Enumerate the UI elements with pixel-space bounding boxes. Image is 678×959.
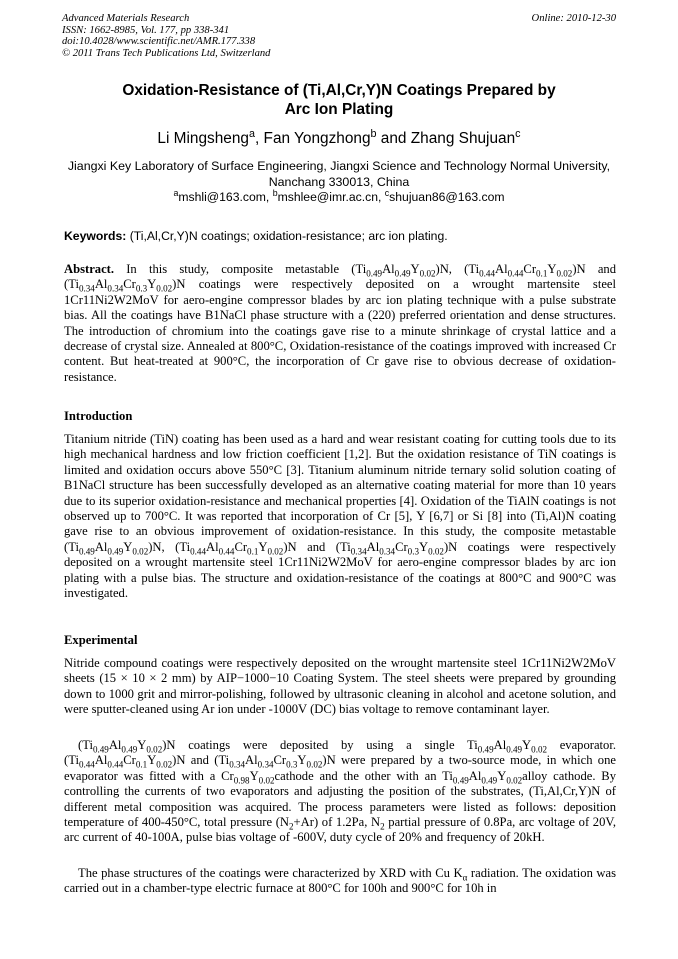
exp-text: ( [78,738,83,752]
email-c-mark: c [384,187,390,198]
author-list [64,127,614,148]
intro-text: )N coatings were respectively deposited on a wrought martensite steel 1Cr11Ni2W2MoV for aero-engine compressor blades by arc ion plating with a pulse bias. The structure and oxidation-resistance of the coatings at 800°C and 900°C was investigated. [64,539,617,601]
exp-text: )N were prepared by a two-source mode, in which one evaporator was fitted with a [64,753,616,783]
introduction-paragraph [64,432,616,601]
exp-text: )N coatings were deposited by using a single [162,738,467,752]
abstract-text: In this study, composite metastable ( [114,262,356,276]
formula-n2: $N_2$ [279,815,294,832]
experimental-paragraph-3 [64,866,616,897]
abstract-text: )N, ( [435,262,469,276]
exp-text: partial pressure of 0.8Pa, arc voltage of 20V, arc current of 40-100A, pulse bias voltage of -600V, duty cycle of 20% and frequency of 20kH. [64,815,616,845]
intro-text: )N, ( [148,539,180,554]
author-2: , Fan Yongzhong [254,130,371,147]
exp-text: evaporator. ( [64,738,616,768]
introduction-heading: Introduction [64,409,133,423]
author-3: and Zhang Shujuan [376,130,516,147]
experimental-paragraph-1: Nitride compound coatings were respectively deposited on the wrought martensite steel 1Cr11Ni2W2MoV sheets (15 × 10 × 2 mm) by AIP−1000−10 Coating System. The steel sheets were prepared by grounding down to 1000 grit and mirror-polishing, followed by ultrasonic cleaning in alcohol and acetone solution, and were sputter-cleaned using Ar ion under -1000V (DC) bias voltage to remove contaminant layer. [64,656,616,717]
doi-line: doi:10.4028/www.scientific.net/AMR.177.338 [62,36,256,48]
abstract-label: Abstract. [64,262,115,276]
affiliation-line-2: Nanchang 330013, China [268,175,410,189]
author-1-mark: a [248,127,255,140]
formula-tialcry-03: $Ti_{0.34}Al_{0.34}Cr_{0.3}Y_{0.02}$ [218,753,323,770]
formula-tialcry-01: $Ti_{0.44}Al_{0.44}Cr_{0.1}Y_{0.02}$ [179,539,284,557]
exp-text: )N and ( [172,753,219,768]
intro-text: )N and ( [283,539,340,554]
affiliation [64,158,614,190]
formula-tialy-evaporator: $Ti_{0.49}Al_{0.49}Y_{0.02}$ [466,738,548,755]
author-2-mark: b [370,127,377,140]
abstract-text: )N coatings were respectively deposited on a wrought martensite steel 1Cr11Ni2W2MoV for aero-engine compressor blades by arc ion plating technique with a pulse substrate bias. All the coatings have B1NaCl phase structure with a (220) preferred orientation and dense structures. The introduction of chromium into the coatings gave rise to a minute shrinkage of crystal lattice and a decrease of crystal size. Annealed at 800°C, Oxidation-resistance of the coatings improved with increased Cr content. But heat-treated at 900°C, the incorporation of Cr gave rise to obvious decrease of oxidation-resistance. [64,277,616,384]
formula-tialcry-03: $Ti_{0.34}Al_{0.34}Cr_{0.3}Y_{0.02}$ [340,539,444,557]
email-list [64,189,614,205]
title-line-2: Arc Ion Plating [284,101,394,118]
exp-text: +Ar) of 1.2Pa, [293,815,372,830]
formula-tialy: $Ti_{0.49}Al_{0.49}Y_{0.02}$ [68,539,149,557]
email-b: mshlee@imr.ac.cn, [277,190,385,204]
experimental-paragraph-2 [64,738,616,846]
title-line-1: Oxidation-Resistance of (Ti,Al,Cr,Y)N Coatings Prepared by [122,82,556,99]
journal-header [62,13,618,59]
email-a-mark: a [173,187,179,198]
abstract-text: )N and ( [64,262,617,292]
formula-cry: $Cr_{0.98}Y_{0.02}$ [221,768,275,786]
online-date: Online: 2010-12-30 [531,13,616,24]
formula-tialcry-01: $Ti_{0.44}Al_{0.44}Cr_{0.1}Y_{0.02}$ [68,753,173,770]
copyright-line: © 2011 Trans Tech Publications Ltd, Switzerland [62,47,271,59]
exp-text: cathode and the other with an [274,768,443,783]
author-1: Li Mingsheng [157,130,249,147]
email-a: mshli@163.com, [178,190,273,204]
intro-text: Titanium nitride (TiN) coating has been used as a hard and wear resistant coating for cutting tools due to its high mechanical hardness and low friction coefficient [1,2]. But the oxidation resistance of TiN coatings is limited and oxidation occurs above 550°C [3]. Titanium aluminum nitride ternary solid solution coating of B1NaCl structure has been successfully developed as an alternative coating material for more than 10 years due to its superior oxidation-resistance and mechanical properties [4]. Oxidation of the TiAlN coatings is not observed up to 700°C. It was reported that incorporation of Cr [5], Y [6,7] or Si [8] into (Ti,Al)N coating gave rise to an obvious improvement of oxidation-resistance. In this study, the composite metastable ( [64,432,616,554]
exp-text: radiation. The oxidation was carried out in a chamber-type electric furnace at 800°C for 100h and 900°C for 10h in [64,866,616,896]
journal-name: Advanced Materials Research [62,13,190,24]
formula-tialy: $Ti_{0.49}Al_{0.49}Y_{0.02}$ [82,738,163,755]
exp-text: alloy cathode. By controlling the currents of two evaporators and adjusting the position of the substrates, (Ti,Al,Cr,Y)N of different metal composition was acquired. The process parameters were listed as follows: deposition temperature of 400-450°C, total pressure ( [64,768,617,830]
keywords-text: (Ti,Al,Cr,Y)N coatings; oxidation-resistance; arc ion plating. [126,229,448,243]
email-c: shujuan86@163.com [389,190,505,204]
affiliation-line-1: Jiangxi Key Laboratory of Surface Engineering, Jiangxi Science and Technology Normal University, [67,159,611,173]
author-3-mark: c [515,127,521,140]
formula-tialy: $Ti_{0.49}Al_{0.49}Y_{0.02}$ [355,262,436,279]
formula-tialcry-01: $Ti_{0.44}Al_{0.44}Cr_{0.1}Y_{0.02}$ [468,262,573,279]
formula-tialy-alloy: $Ti_{0.49}Al_{0.49}Y_{0.02}$ [442,768,523,786]
issn-line: ISSN: 1662-8985, Vol. 177, pp 338-341 [62,24,230,36]
paper-title [64,81,614,119]
keywords-label: Keywords: [64,229,127,243]
experimental-heading: Experimental [64,633,138,647]
k-alpha-subscript: α [462,872,468,883]
formula-n2: $N_2$ [371,815,385,832]
email-b-mark: b [272,187,278,198]
keywords [64,228,616,244]
exp-text: The phase structures of the coatings were characterized by XRD with Cu K [78,866,463,880]
abstract-paragraph [64,262,616,385]
formula-tialcry-03: $Ti_{0.34}Al_{0.34}Cr_{0.3}Y_{0.02}$ [68,277,173,294]
